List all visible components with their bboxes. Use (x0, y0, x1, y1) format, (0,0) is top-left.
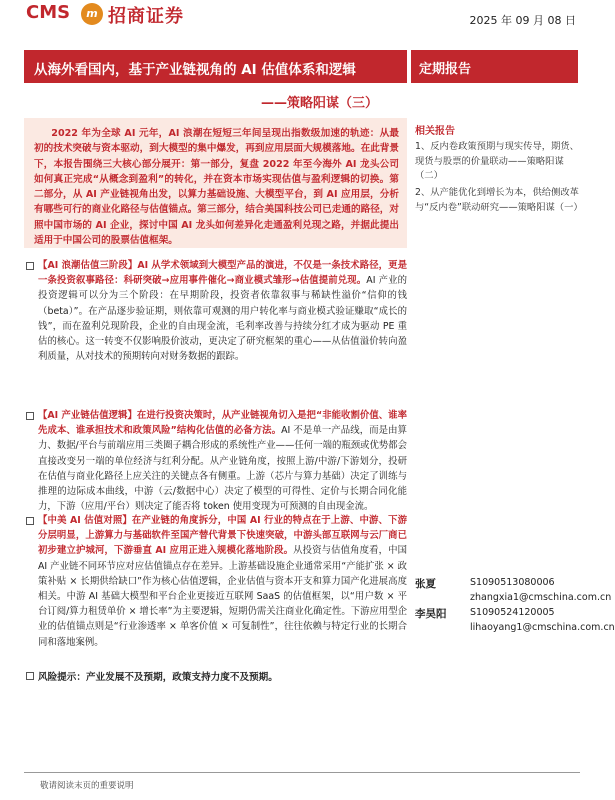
report-subtitle: ——策略阳谋（三） (260, 96, 378, 111)
related-report-link[interactable]: 1、反内卷政策预期与现实传导，期货、现货与股票的价量联动——策略阳谋（二） (415, 141, 579, 181)
analyst-name: 李昊阳 (415, 608, 447, 620)
related-reports-title: 相关报告 (415, 126, 455, 137)
section-ai-valuation-stages (24, 258, 407, 364)
report-type: 定期报告 (419, 62, 472, 77)
section-body: AI 不是单一产品线，而是由算力、数据/平台与前端应用三类圈子耦合形成的系统性产业——任何一端的瓶颈或优势都会直接改变另一端的单位经济与红利分配。从产业链角度，按照上游/中游/下游划分，投研在估值与商业化路径上应关注的关键点各有侧重。上游（芯片与算力基础）决定了训练与推理的边际成本曲线，中游（云/数据中心）决定了模型的可得性、定价与长期合同化能力，下游（应用/平台）则决定了能否将 token 使用变现为可预测的自由现金流。 (38, 425, 407, 513)
analyst-name: 张夏 (415, 578, 436, 590)
analyst-id: S1090513080006 (470, 577, 555, 588)
report-title: 从海外看国内，基于产业链视角的 AI 估值体系和逻辑 (34, 62, 356, 78)
summary-box (24, 118, 407, 248)
related-report-link[interactable]: 2、从产能优化到增长为本，供给侧改革与“反内卷”联动研究——策略阳谋（一） (415, 187, 583, 213)
logo-text: CMS (26, 2, 71, 23)
section-highlight: 【中美 AI 估值对照】在产业链的角度拆分，中国 AI 行业的特点在于上游、中游、下游分层明显，上游算力与基础软件至国产替代背景下快速突破，中游头部互联网与云厂商已初步建立护城河，下游垂直 AI 应用正进入规模化落地阶段。 (38, 515, 407, 557)
section-body: AI 产业的投资逻辑可以分为三个阶段：在早期阶段，投资者依靠叙事与稀缺性溢价“信仰的钱（beta）”。在产品逐步验证期，则依靠可观测的用户转化率与商业模式验证赚取“成长的钱”，而在盈利兑现阶段，企业的自由现金流，毛利率改善与持续分红才成为驱动 PE 重估的核心。这一转变不仅影响股价波动，更决定了研究框架的重心——从估值溢价转向盈利质量，从对技术的预期转向对财务数据的跟踪。 (38, 275, 407, 363)
logo-chinese: 招商证券 (108, 6, 184, 27)
footer-note: 敬请阅读末页的重要说明 (40, 781, 134, 791)
analyst-email[interactable]: lihaoyang1@cmschina.com.cn (470, 622, 615, 633)
logo-badge: m (81, 3, 103, 25)
section-body: 从投资与估值角度看，中国 AI 产业链不同环节应对应估值锚点存在差异。上游基础设施企业通常采用“产能扩张 × 政策补贴 × 长期供给缺口”作为核心估值逻辑，企业估值与资本开支和算力国产化进展高度相关。中游 AI 基础大模型和平台企业更接近互联网 SaaS 的估值框架，以“用户数 × 平台订阅/算力租赁单价 × 增长率”为主要逻辑，短期仍需关注商业化确定性。下游应用型企业的估值锚点则是“行业渗透率 × 单客价值 × 可复制性”，往往依赖与特定行业的长期合同和落地案例。 (38, 545, 407, 648)
risk-warning: 风险提示：产业发展不及预期，政策支持力度不及预期。 (24, 669, 407, 683)
report-type-bar (411, 50, 578, 83)
analyst-email[interactable]: zhangxia1@cmschina.com.cn (470, 592, 612, 603)
section-highlight: 【AI 浪潮估值三阶段】AI 从学术领域到大模型产品的演进，不仅是一条技术路径，更是一条投资叙事路径：科研突破→应用事件催化→商业模式雏形→估值提前兑现。 (38, 260, 407, 287)
section-highlight: 【AI 产业链估值逻辑】在进行投资决策时，从产业链视角切入是把“非能收割价值、谁率先成本、谁承担技术和政策风险”结构化估值的必备方法。 (38, 410, 407, 437)
footer-divider (24, 772, 580, 773)
section-china-us-comparison (24, 513, 407, 650)
section-paragraph (24, 408, 407, 514)
summary-text: 2022 年为全球 AI 元年，AI 浪潮在短短三年间呈现出指数级加速的轨迹：从最初的技术突破与资本驱动，到大模型的集中爆发，再到应用层面大规模落地。在此背景下，本报告围绕三大核心部分展开：第一部分，复盘 2022 年至今海外 AI 龙头公司如何真正完成“从概念到盈利”的转化，并在资本市场实现估值与盈利逻辑的切换。第二部分，从 AI 产业链视角出发，以算力基础设施、大模型平台，到 AI 应用层，分析有哪些可行的商业化路径与估值锚点。第三部分，结合美国科技公司已走通的路径，对照中国市场的 AI 企业，探讨中国 AI 龙头如何差异化走通盈利兑现之路，并据此提出适用于中国公司的股票估值框架。 (34, 128, 399, 247)
analyst-id: S1090524120005 (470, 607, 555, 618)
section-paragraph (24, 513, 407, 650)
section-paragraph (24, 258, 407, 364)
report-header (0, 0, 600, 40)
report-date: 2025 年 09 月 08 日 (469, 14, 576, 27)
title-bar (24, 50, 407, 83)
section-industry-chain-logic (24, 408, 407, 514)
